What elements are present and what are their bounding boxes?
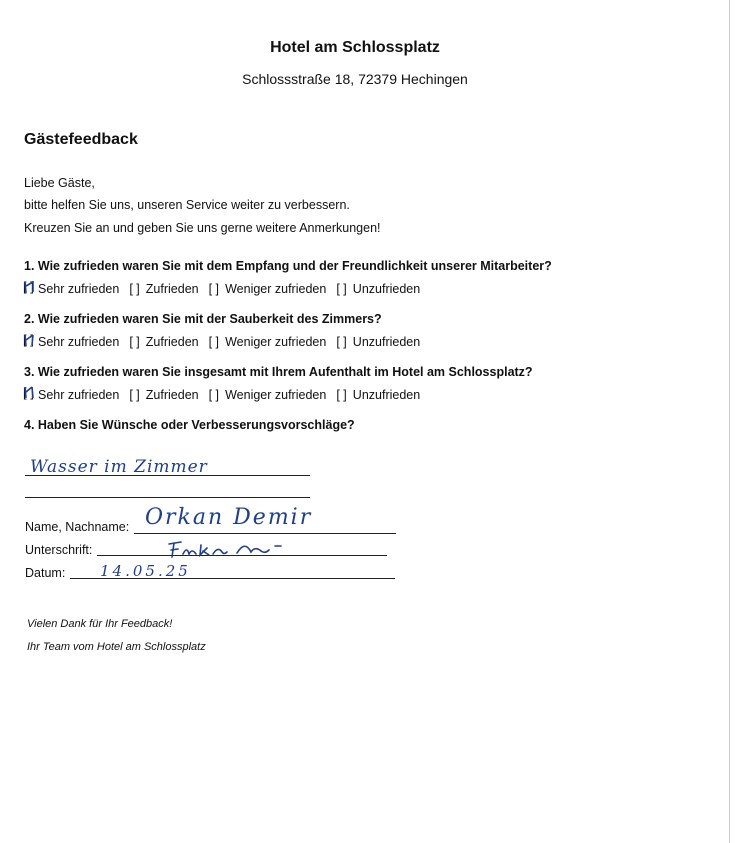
answer-line-2[interactable] (25, 497, 310, 498)
question-3-options (23, 385, 421, 402)
svg-text:[ ]: [ ] (23, 332, 34, 347)
name-value: Orkan Demir (145, 505, 313, 530)
page-edge (729, 0, 730, 843)
option-zufrieden[interactable] (129, 388, 198, 402)
question-2-options (23, 332, 421, 349)
option-label: Zufrieden (145, 282, 199, 296)
name-label: Name, Nachname: (25, 520, 130, 534)
checkbox-icon: [ ] (129, 335, 140, 349)
option-label: Unzufrieden (352, 282, 421, 296)
option-unzufrieden[interactable] (336, 388, 420, 402)
hotel-name: Hotel am Schlossplatz (270, 39, 440, 56)
option-unzufrieden[interactable] (336, 335, 420, 349)
question-2: 2. Wie zufrieden waren Sie mit der Sauberkeit des Zimmers? (24, 312, 382, 326)
option-label: Sehr zufrieden (38, 335, 120, 349)
answer-line-1[interactable] (25, 475, 310, 476)
option-label: Zufrieden (145, 335, 199, 349)
option-label: Unzufrieden (352, 335, 421, 349)
checkbox-icon: [ ] (336, 282, 347, 296)
option-label: Unzufrieden (352, 388, 421, 402)
option-weniger-zufrieden[interactable] (209, 388, 327, 402)
option-label: Weniger zufrieden (225, 335, 327, 349)
checkbox-icon: [ ] (208, 388, 220, 402)
checkbox-icon: [ ] (208, 335, 220, 349)
svg-text:[ ]: [ ] (23, 385, 34, 400)
date-value: 14.05.25 (100, 562, 191, 580)
closing-thanks: Vielen Dank für Ihr Feedback! (27, 618, 173, 630)
option-weniger-zufrieden[interactable] (209, 335, 327, 349)
intro-line-2: bitte helfen Sie uns, unseren Service weiter zu verbessern. (24, 198, 350, 212)
hotel-address: Schlossstraße 18, 72379 Hechingen (242, 71, 468, 87)
signature-label: Unterschrift: (25, 543, 93, 557)
handwritten-answer: Wasser im Zimmer (30, 457, 208, 477)
option-unzufrieden[interactable] (336, 282, 420, 296)
svg-text:[ ]: [ ] (23, 279, 34, 294)
option-label: Zufrieden (145, 388, 199, 402)
question-1: 1. Wie zufrieden waren Sie mit dem Empfang und der Freundlichkeit unserer Mitarbeiter? (24, 259, 552, 273)
date-label: Datum: (25, 566, 66, 580)
option-zufrieden[interactable] (129, 335, 198, 349)
form-heading: Gästefeedback (24, 131, 138, 148)
option-weniger-zufrieden[interactable] (209, 282, 327, 296)
name-field[interactable] (134, 533, 396, 534)
option-label: Sehr zufrieden (38, 282, 120, 296)
option-sehr-zufrieden[interactable] (23, 279, 120, 296)
signature-drawing (165, 538, 305, 560)
option-label: Sehr zufrieden (38, 388, 120, 402)
checkbox-icon: [ ] (129, 282, 140, 296)
option-label: Weniger zufrieden (225, 388, 327, 402)
option-label: Weniger zufrieden (225, 282, 327, 296)
checkbox-icon: [ ] (336, 388, 347, 402)
checkbox-icon: [ ] (129, 388, 140, 402)
question-3: 3. Wie zufrieden waren Sie insgesamt mit Ihrem Aufenthalt im Hotel am Schlossplatz? (24, 365, 533, 379)
checkbox-icon: [ ] (336, 335, 347, 349)
question-4: 4. Haben Sie Wünsche oder Verbesserungsvorschläge? (24, 418, 355, 432)
question-1-options (23, 279, 421, 296)
option-zufrieden[interactable] (129, 282, 198, 296)
option-sehr-zufrieden[interactable] (23, 332, 120, 349)
closing-team: Ihr Team vom Hotel am Schlossplatz (27, 641, 206, 653)
intro-line-1: Liebe Gäste, (24, 176, 95, 190)
checkbox-icon: [ ] (208, 282, 220, 296)
option-sehr-zufrieden[interactable] (23, 385, 120, 402)
intro-line-3: Kreuzen Sie an und geben Sie uns gerne weitere Anmerkungen! (24, 221, 381, 235)
